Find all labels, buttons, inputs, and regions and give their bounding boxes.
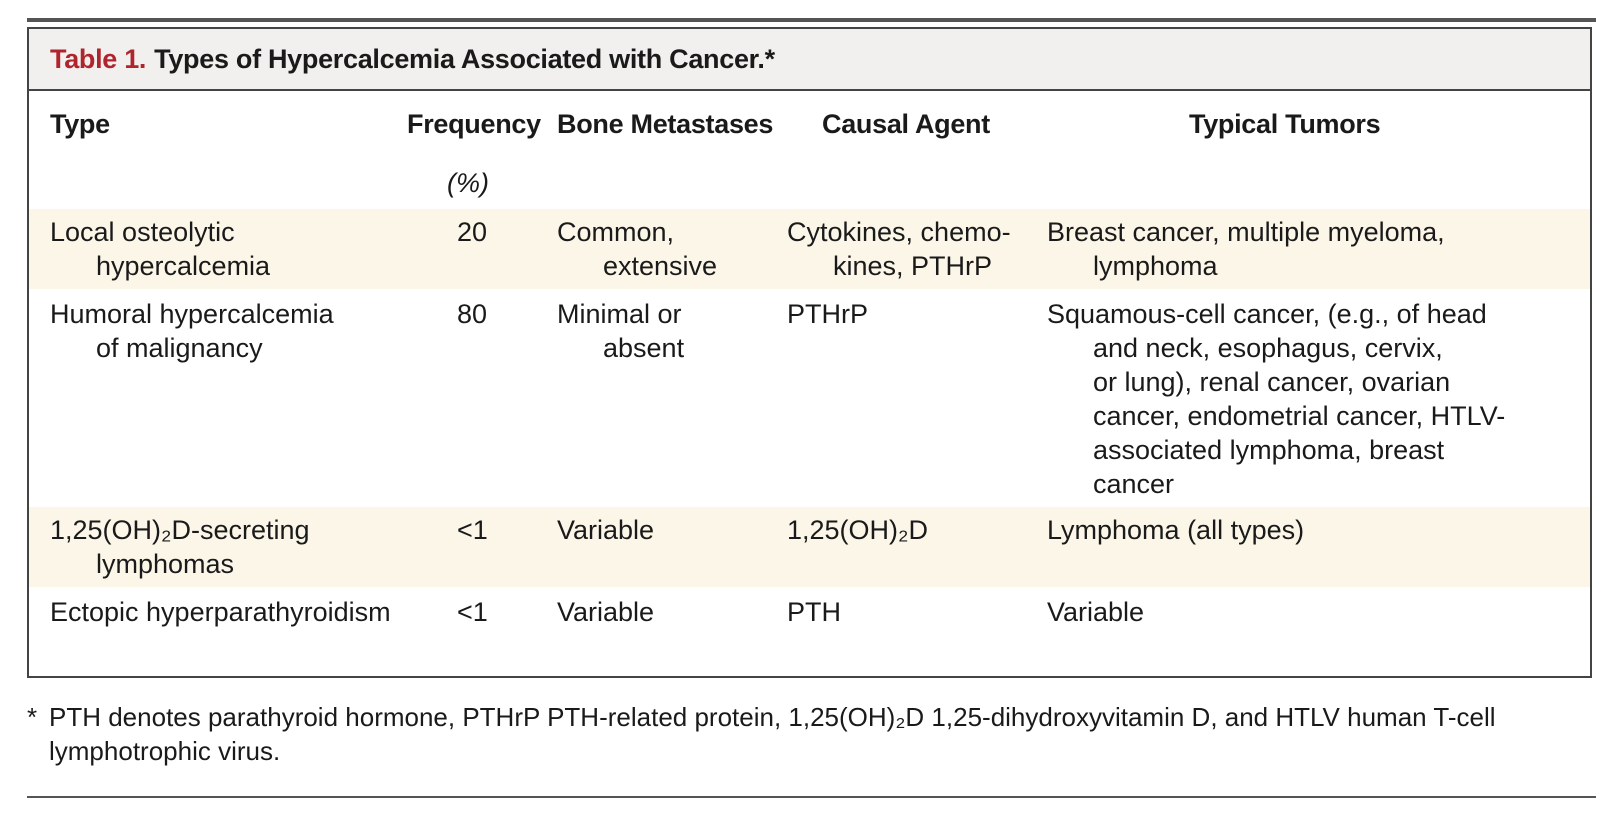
row2-tumors-line4: cancer, endometrial cancer, HTLV- xyxy=(1093,401,1506,431)
row1-type-line1: Local osteolytic xyxy=(50,217,235,247)
header-causal-agent: Causal Agent xyxy=(822,109,990,139)
row1-bone-line1: Common, xyxy=(557,217,675,247)
row3-type-line2: lymphomas xyxy=(96,549,235,579)
header-frequency-unit: (%) xyxy=(447,168,489,198)
row4-bone: Variable xyxy=(557,597,655,627)
row1-tumors-line1: Breast cancer, multiple myeloma, xyxy=(1047,217,1445,247)
row3-tumors: Lymphoma (all types) xyxy=(1047,515,1305,545)
row2-agent: PTHrP xyxy=(787,299,868,329)
top-rule xyxy=(27,18,1596,22)
footnote-marker: * xyxy=(27,702,38,732)
row3-bone: Variable xyxy=(557,515,655,545)
row3-type-line1: 1,25(OH)₂D-secreting xyxy=(50,515,310,545)
header-type: Type xyxy=(50,109,110,139)
row2-frequency: 80 xyxy=(457,299,488,329)
row2-tumors-line3: or lung), renal cancer, ovarian xyxy=(1093,367,1451,397)
table xyxy=(27,27,1592,678)
row4-tumors: Variable xyxy=(1047,597,1145,627)
table-title-bar xyxy=(29,29,1590,91)
row2-type-line2: of malignancy xyxy=(96,333,263,363)
row4-agent: PTH xyxy=(787,597,841,627)
row2-tumors-line2: and neck, esophagus, cervix, xyxy=(1093,333,1443,363)
row1-bone-line2: extensive xyxy=(603,251,718,281)
row4-frequency: <1 xyxy=(457,597,488,627)
row2-bone-line1: Minimal or xyxy=(557,299,682,329)
table-label: Table 1. xyxy=(50,43,147,74)
row2-type-line1: Humoral hypercalcemia xyxy=(50,299,334,329)
bottom-rule xyxy=(27,796,1596,798)
header-bone-metastases: Bone Metastases xyxy=(557,109,774,139)
table-title: Types of Hypercalcemia Associated with Cancer.* xyxy=(154,43,775,74)
row1-frequency: 20 xyxy=(457,217,488,247)
row2-bone-line2: absent xyxy=(603,333,685,363)
row4-type: Ectopic hyperparathyroidism xyxy=(50,597,391,627)
header-typical-tumors: Typical Tumors xyxy=(1189,109,1381,139)
footnote-text: PTH denotes parathyroid hormone, PTHrP PTH-related protein, 1,25(OH)₂D 1,25-dihydroxyvitamin D, and HTLV human T-cell lymphotrophic virus. xyxy=(49,702,1496,766)
row1-agent-line2: kines, PTHrP xyxy=(833,251,993,281)
row2-tumors-line1: Squamous-cell cancer, (e.g., of head xyxy=(1047,299,1487,329)
header-frequency: Frequency xyxy=(407,109,541,139)
row2-tumors-line5: associated lymphoma, breast xyxy=(1093,435,1445,465)
row3-agent: 1,25(OH)₂D xyxy=(787,515,929,545)
row1-agent-line1: Cytokines, chemo- xyxy=(787,217,1011,247)
row3-frequency: <1 xyxy=(457,515,488,545)
row1-type-line2: hypercalcemia xyxy=(96,251,271,281)
row2-tumors-line6: cancer xyxy=(1093,469,1175,499)
row1-tumors-line2: lymphoma xyxy=(1093,251,1218,281)
